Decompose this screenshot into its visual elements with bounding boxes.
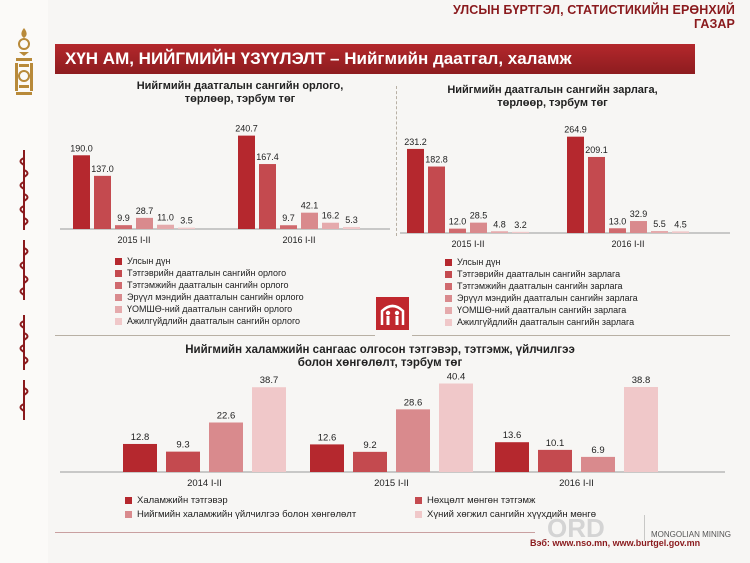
bar (396, 409, 430, 472)
legend-label: Нөхцөлт мөнгөн тэтгэмж (427, 494, 536, 506)
data-label: 231.2 (404, 136, 427, 147)
ord-logo-icon (545, 513, 645, 548)
data-label: 9.3 (176, 439, 190, 451)
x-tick-label: 2016 I-II (559, 478, 594, 489)
legend-label: Улсын дүн (457, 257, 501, 267)
legend-swatch (445, 259, 452, 266)
brand-name: MONGOLIAN MINING (651, 530, 732, 539)
legend-label: Ажилгүйдлийн даатгалын сангийн орлого (127, 316, 301, 326)
legend-item (115, 279, 304, 291)
data-label: 5.5 (653, 219, 666, 229)
data-label: 28.7 (135, 205, 154, 216)
legend-item (125, 509, 415, 520)
soyombo-icon (13, 26, 35, 98)
bar (238, 136, 255, 229)
bar (538, 450, 572, 472)
data-label: 137.0 (91, 163, 114, 174)
x-tick-label: 2016 I-II (282, 235, 316, 245)
mongolian-script-ornament (14, 240, 34, 300)
data-label: 209.1 (585, 144, 608, 155)
bar (491, 231, 508, 233)
x-tick-label: 2015 I-II (117, 235, 151, 245)
legend-label: Эрүүл мэндийн даатгалын сангийн орлого (127, 292, 304, 302)
bar (322, 223, 339, 229)
legend-label: Халамжийн тэтгэвэр (137, 494, 228, 506)
data-label: 9.7 (282, 213, 295, 224)
bar (301, 213, 318, 229)
legend-swatch (115, 294, 122, 301)
legend-swatch (445, 271, 452, 278)
bar (178, 228, 195, 229)
bar (512, 232, 529, 233)
footer-divider (55, 532, 535, 533)
data-label: 3.5 (180, 215, 193, 226)
data-label: 28.6 (403, 397, 423, 409)
data-label: 4.5 (674, 219, 687, 230)
data-label: 16.2 (321, 210, 340, 221)
data-label: 28.5 (469, 210, 488, 221)
chart2-legend (445, 256, 638, 328)
data-label: 4.8 (493, 219, 506, 230)
legend-item (115, 291, 304, 303)
chart2-title: Нийгмийн даатгалын сангийн зарлага, төрлөөр, тэрбум төг (447, 84, 658, 109)
legend-item (115, 315, 304, 327)
legend-swatch (125, 511, 132, 518)
legend-swatch (115, 282, 122, 289)
bar (624, 387, 658, 472)
mongolian-script-ornament (14, 315, 34, 370)
social-care-icon (376, 297, 409, 330)
data-label: 182.8 (425, 154, 448, 165)
legend-label: Хүний хөгжил сангийн хүүхдийн мөнгө (427, 508, 597, 520)
legend-label: Тэтгэмжийн даатгалын сангийн орлого (127, 280, 289, 290)
bar (353, 452, 387, 472)
data-label: 10.1 (545, 437, 565, 449)
bar (252, 387, 286, 472)
mongolian-script-ornament (14, 380, 34, 420)
x-tick-label: 2015 I-II (451, 239, 485, 249)
legend-item (415, 495, 645, 506)
x-tick-label: 2015 I-II (374, 478, 409, 489)
data-label: 5.3 (345, 214, 358, 225)
legend-label: Эрүүл мэндийн даатгалын сангийн зарлага (457, 293, 638, 303)
legend-item (115, 303, 304, 315)
data-label: 190.0 (70, 143, 93, 154)
x-tick-label: 2014 I-II (187, 478, 222, 489)
data-label: 40.4 (446, 372, 466, 383)
welfare-chart (55, 372, 735, 490)
legend-swatch (125, 497, 132, 504)
chart1-title: Нийгмийн даатгалын сангийн орлого, төрлөөр, тэрбум төг (136, 80, 344, 105)
page-title: ХҮН АМ, НИЙГМИЙН ҮЗҮҮЛЭЛТ – Нийгмийн даатгал, халамж (55, 44, 695, 74)
data-label: 3.2 (514, 219, 527, 230)
data-label: 240.7 (235, 123, 258, 134)
bar (651, 231, 668, 233)
bar (166, 452, 200, 472)
legend-item (125, 495, 415, 506)
bar (470, 223, 487, 233)
legend-label: Тэтгэврийн даатгалын сангийн орлого (127, 268, 287, 278)
bar (343, 227, 360, 229)
legend-swatch (445, 307, 452, 314)
data-label: 12.6 (317, 432, 337, 444)
bar (439, 384, 473, 472)
legend-item (445, 268, 638, 280)
bar (259, 164, 276, 229)
section-divider (55, 335, 375, 336)
data-label: 6.9 (591, 444, 605, 456)
data-label: 11.0 (157, 212, 174, 223)
data-label: 13.0 (608, 216, 627, 227)
legend-swatch (445, 283, 452, 290)
bar (588, 157, 605, 233)
legend-swatch (415, 497, 422, 504)
bar (209, 422, 243, 472)
agency-name: УЛСЫН БҮРТГЭЛ, СТАТИСТИКИЙН ЕРӨНХИЙ ГАЗАР (452, 3, 735, 31)
expenditure-chart (395, 112, 735, 257)
data-label: 264.9 (564, 124, 587, 135)
data-label: 38.7 (259, 375, 279, 387)
bar (449, 229, 466, 233)
bar (672, 231, 689, 233)
legend-swatch (115, 258, 122, 265)
chart3-title: Нийгмийн халамжийн сангаас олгосон тэтгэвэр, тэтгэмж, үйлчилгээ болон хөнгөлөлт, тэрбум төг (185, 344, 575, 369)
legend-swatch (115, 318, 122, 325)
legend-item (115, 255, 304, 267)
mongolian-script-ornament (14, 150, 34, 230)
legend-label: Тэтгэврийн даатгалын сангийн зарлага (457, 269, 621, 279)
legend-item (115, 267, 304, 279)
legend-label: Улсын дүн (127, 256, 171, 266)
bar (115, 225, 132, 229)
legend-item (445, 304, 638, 316)
website-text: Вэб: www.nso.mn, www.burtgel.gov.mn (530, 538, 701, 548)
data-label: 12.8 (130, 431, 150, 443)
bar (310, 444, 344, 472)
bar (73, 155, 90, 229)
legend-swatch (115, 306, 122, 313)
legend-swatch (445, 295, 452, 302)
legend-item (445, 316, 638, 328)
data-label: 32.9 (629, 209, 648, 220)
x-tick-label: 2016 I-II (611, 239, 645, 249)
legend-label: Нийгмийн халамжийн үйлчилгээ болон хөнгөлөлт (137, 508, 357, 520)
legend-item (445, 256, 638, 268)
section-divider (412, 335, 730, 336)
data-label: 167.4 (256, 152, 279, 163)
data-label: 9.9 (117, 213, 130, 224)
legend-label: Ажилгүйдлийн даатгалын сангийн зарлага (457, 317, 635, 327)
bar (407, 149, 424, 233)
bar (630, 221, 647, 233)
legend-label: ҮОМШӨ-ний даатгалын сангийн зарлага (457, 305, 627, 315)
bar (136, 218, 153, 229)
legend-label: ҮОМШӨ-ний даатгалын сангийн орлого (127, 304, 293, 314)
data-label: 38.8 (631, 375, 651, 387)
brand-short: ORD (547, 513, 605, 543)
bar (280, 225, 297, 229)
bar (94, 176, 111, 229)
data-label: 12.0 (448, 216, 467, 227)
data-label: 9.2 (363, 439, 377, 451)
bar (567, 137, 584, 233)
bar (609, 228, 626, 233)
bar (157, 225, 174, 229)
chart1-legend (115, 255, 304, 327)
legend-item (445, 280, 638, 292)
legend-swatch (415, 511, 422, 518)
data-label: 42.1 (300, 200, 319, 211)
legend-swatch (445, 319, 452, 326)
legend-label: Тэтгэмжийн даатгалын сангийн зарлага (457, 281, 623, 291)
bar (495, 442, 529, 472)
bar (123, 444, 157, 472)
data-label: 13.6 (502, 430, 522, 442)
bar (581, 457, 615, 472)
income-chart (55, 112, 395, 252)
data-label: 22.6 (216, 410, 236, 422)
left-ornament-bar (0, 0, 48, 563)
bar (428, 167, 445, 233)
legend-swatch (115, 270, 122, 277)
legend-item (445, 292, 638, 304)
